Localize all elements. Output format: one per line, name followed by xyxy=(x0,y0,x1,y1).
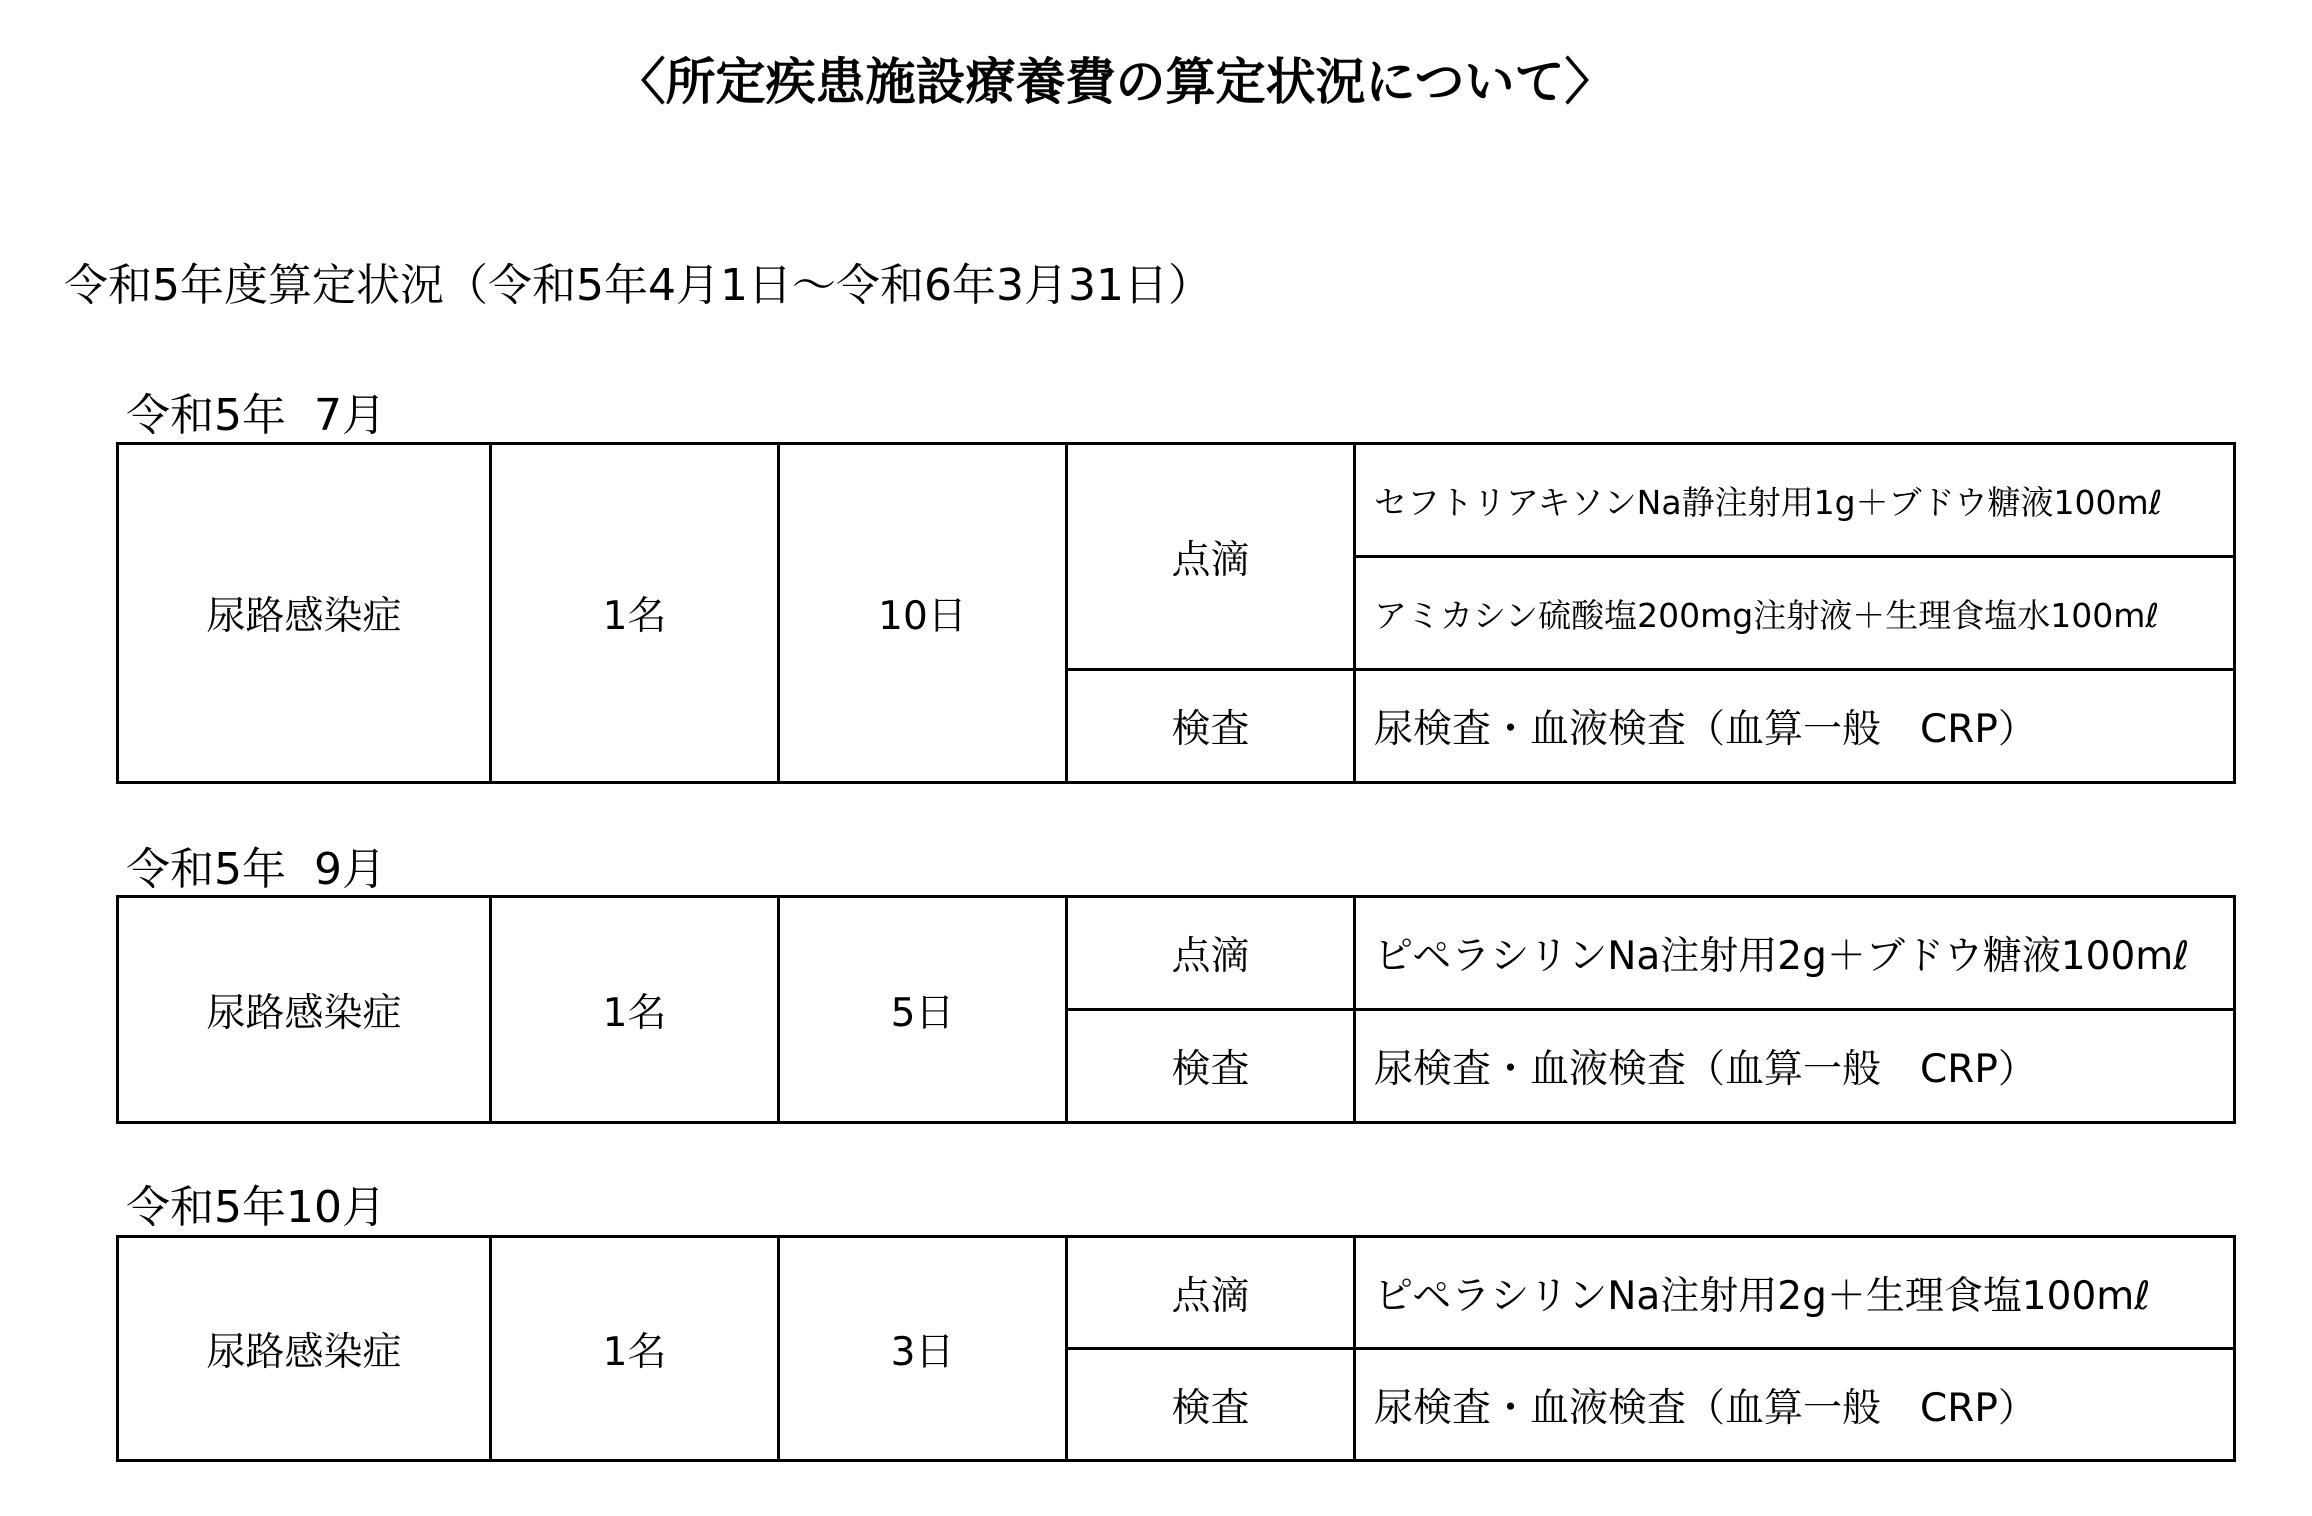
table-row xyxy=(118,897,2235,1010)
drip-label-cell: 点滴 xyxy=(1067,897,1355,1010)
test-label-cell: 検査 xyxy=(1067,1349,1355,1461)
days-cell: 10日 xyxy=(779,444,1067,783)
month-heading-september: 令和5年 9月 xyxy=(126,844,386,895)
test-label-cell: 検査 xyxy=(1067,670,1355,783)
month-table-october xyxy=(116,1235,2236,1462)
patient-count-cell: 1名 xyxy=(491,444,779,783)
drip-item-cell: セフトリアキソンNa静注射用1g＋ブドウ糖液100mℓ xyxy=(1355,444,2235,557)
drip-label-cell: 点滴 xyxy=(1067,1237,1355,1349)
drip-label-cell: 点滴 xyxy=(1067,444,1355,670)
patient-count-cell: 1名 xyxy=(491,1237,779,1461)
document-title: 〈所定疾患施設療養費の算定状況について〉 xyxy=(615,53,1615,111)
days-cell: 3日 xyxy=(779,1237,1067,1461)
test-item-cell: 尿検査・血液検査（血算一般 CRP） xyxy=(1355,670,2235,783)
month-heading-july: 令和5年 7月 xyxy=(126,390,386,441)
patient-count-cell: 1名 xyxy=(491,897,779,1123)
drip-item-cell: ピペラシリンNa注射用2g＋生理食塩100mℓ xyxy=(1355,1237,2235,1349)
drip-item-cell: アミカシン硫酸塩200mg注射液＋生理食塩水100mℓ xyxy=(1355,557,2235,670)
test-item-cell: 尿検査・血液検査（血算一般 CRP） xyxy=(1355,1010,2235,1123)
test-item-cell: 尿検査・血液検査（血算一般 CRP） xyxy=(1355,1349,2235,1461)
table-row xyxy=(118,1237,2235,1349)
month-table-july xyxy=(116,442,2236,784)
month-table-september xyxy=(116,895,2236,1124)
diagnosis-cell: 尿路感染症 xyxy=(118,897,491,1123)
diagnosis-cell: 尿路感染症 xyxy=(118,444,491,783)
diagnosis-cell: 尿路感染症 xyxy=(118,1237,491,1461)
month-heading-october: 令和5年10月 xyxy=(126,1182,386,1233)
table-row xyxy=(118,444,2235,557)
days-cell: 5日 xyxy=(779,897,1067,1123)
drip-item-cell: ピペラシリンNa注射用2g＋ブドウ糖液100mℓ xyxy=(1355,897,2235,1010)
test-label-cell: 検査 xyxy=(1067,1010,1355,1123)
fiscal-period-heading: 令和5年度算定状況（令和5年4月1日～令和6年3月31日） xyxy=(64,260,1212,311)
